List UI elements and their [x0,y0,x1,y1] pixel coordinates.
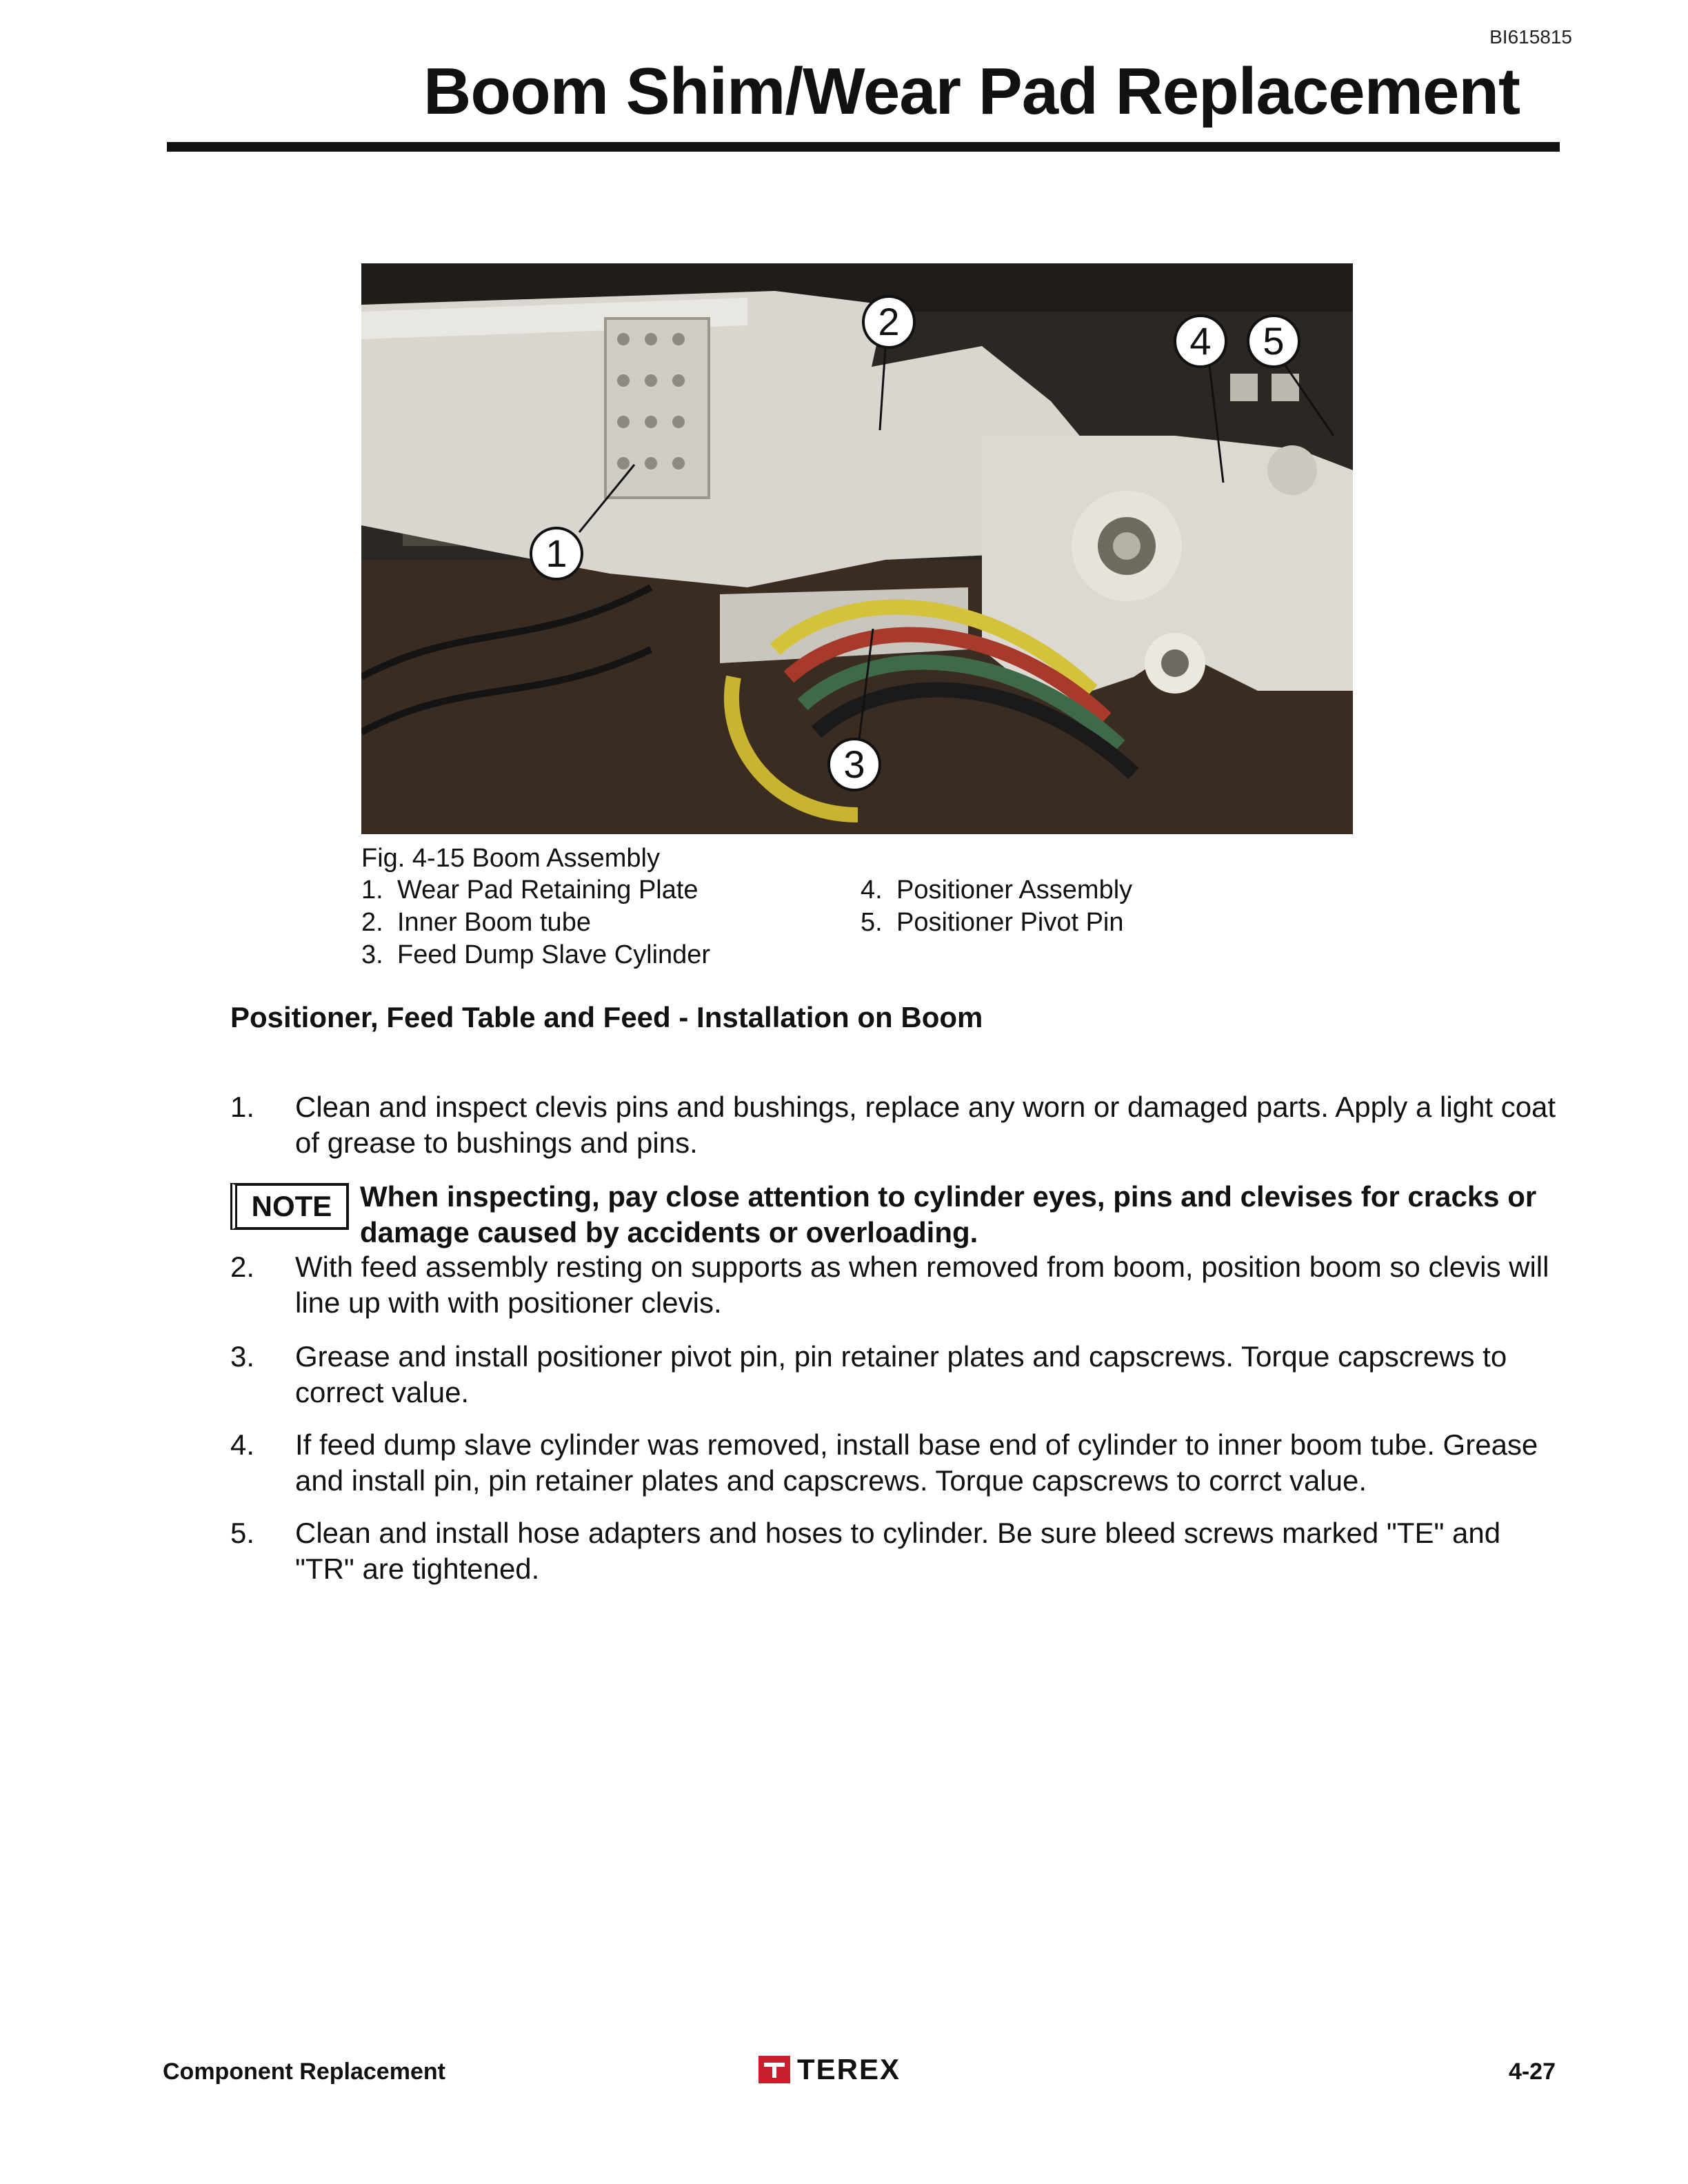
step-1 [230,1089,1561,1161]
terex-logo [758,2053,901,2086]
step-3 [230,1339,1561,1410]
figure-legend-right [861,874,1132,939]
callout-4: 4 [1174,314,1227,368]
note-badge: NOTE [230,1183,349,1230]
note-block [230,1179,1561,1251]
step-text: If feed dump slave cylinder was removed, install base end of cylinder to inner boom tube. Grease and install pin, pin retainer plates and capscrews. Torque capscrews to corrct value. [295,1428,1538,1497]
figure-legend-left [361,874,710,971]
step-text: Clean and inspect clevis pins and bushings, replace any worn or damaged parts. Apply a light coat of grease to bushings and pins. [295,1091,1556,1159]
note-text: When inspecting, pay close attention to cylinder eyes, pins and clevises for cracks or damage caused by accidents or overloading. [360,1180,1537,1248]
legend-item: 3. Feed Dump Slave Cylinder [361,940,711,969]
page-title: Boom Shim/Wear Pad Replacement [423,54,1520,128]
step-4 [230,1427,1561,1499]
boom-assembly-photo [361,263,1353,834]
step-number: 1. [230,1091,255,1123]
document-id: BI615815 [1489,26,1572,48]
step-text: Grease and install positioner pivot pin, pin retainer plates and capscrews. Torque capscrews to correct value. [295,1340,1507,1408]
callout-1: 1 [530,527,583,580]
title-rule [167,142,1560,152]
step-number: 4. [230,1428,255,1461]
callout-2: 2 [862,295,916,349]
legend-item: 4. Positioner Assembly [861,876,1133,904]
step-number: 5. [230,1517,255,1549]
step-text: Clean and install hose adapters and hoses to cylinder. Be sure bleed screws marked "TE" and "TR" are tightened. [295,1517,1501,1585]
step-number: 3. [230,1340,255,1373]
step-text: With feed assembly resting on supports as when removed from boom, position boom so clevis will line up with with positioner clevis. [295,1251,1549,1319]
callout-5: 5 [1247,314,1300,368]
logo-text: TEREX [797,2053,901,2085]
legend-item: 2. Inner Boom tube [361,908,591,937]
step-2 [230,1249,1561,1321]
figure-caption: Fig. 4-15 Boom Assembly [361,844,660,873]
page-number: 4-27 [1508,2059,1556,2085]
legend-item: 1. Wear Pad Retaining Plate [361,876,699,904]
step-number: 2. [230,1251,255,1283]
section-heading: Positioner, Feed Table and Feed - Installation on Boom [230,1001,983,1033]
callout-3: 3 [827,738,881,791]
step-5 [230,1515,1561,1587]
terex-logo-icon [758,2056,790,2083]
footer-section-name: Component Replacement [163,2059,445,2085]
legend-item: 5. Positioner Pivot Pin [861,908,1124,937]
